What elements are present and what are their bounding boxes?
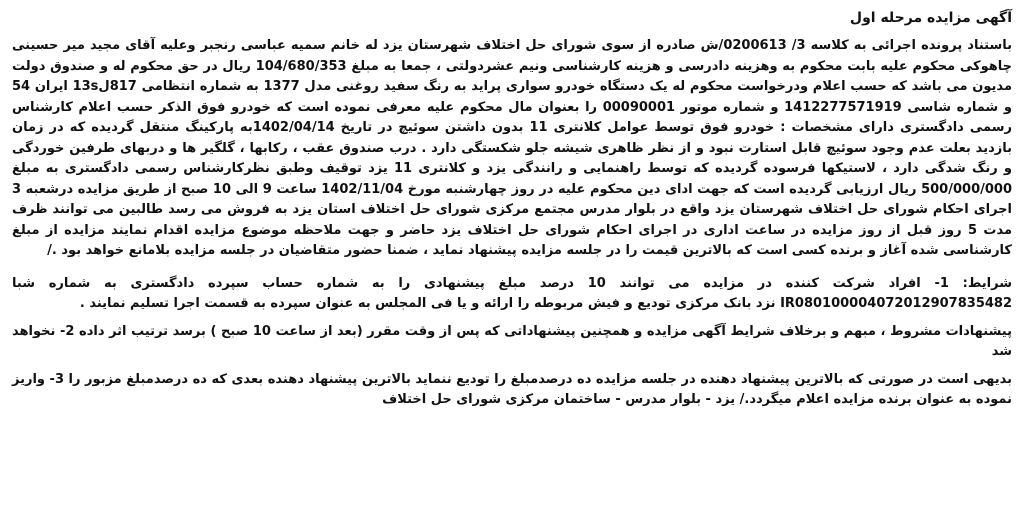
condition-1: شرایط: 1- افراد شرکت کننده در مزایده می توانند 10 درصد مبلغ پیشنهادی را به شماره حساب سپرده دادگستری به شماره شبا IR080100004072012907835482 نزد بانک مرکزی تودیع و فیش مربوطه را ارائه و یا فی المجلس به عنوان سپرده به قسمت اجرا تسلیم نمایند . <box>12 275 1012 311</box>
spacer <box>12 315 1012 322</box>
notice-body: باستناد پرونده اجرائی به کلاسه 3/ 0200613/ش صادره از سوی شورای حل اختلاف شهرستان یزد له خانم سمیه عباسی رنجبر وعلیه آقای مجید میر حسینی چاهوکی محکوم علیه بابت محکوم به وهزینه دادرسی و هزینه کارشناسی ونیم عشردولتی ، جمعا به مبلغ 104/680/353 ریال در حق محکوم له و صندوق دولت مدیون می باشد که حسب اعلام ودرخواست محکوم له یک دستگاه خودرو سواری پراید به رنگ سفید روغنی مدل 1377 به شماره انتظامی 817ل13s ایران 54 و شماره شاسی 1412277571919 و شماره موتور 00090001 را بعنوان مال محکوم علیه معرفی نموده است که خودرو فوق الذکر حسب اعلام کارشناس رسمی دادگستری دارای مشخصات : خودرو فوق توسط عوامل کلانتری 11 بدون داشتن سوئیچ در تاریخ 1402/04/14به پارکینگ منتقل گردیده که در زمان بازدید بعلت عدم وجود سوئیچ قابل استارت نبود و از نظر ظاهری شیشه جلو شکستگی دارد . درب صندوق عقب ، رکابها ، گلگیر ها و دربهای طرفین خوردگی و رنگ شدگی دارد ، لاستیکها فرسوده گردیده که توسط راهنمایی و رانندگی یزد و کلانتری 11 یزد توقیف وطبق نظرکارشناس رسمی دادگستری به مبلغ 500/000/000 ریال ارزیابی گردیده است که جهت ادای دین محکوم علیه در روز چهارشنبه مورخ 1402/11/04 ساعت 9 الی 10 صبح از طریق مزایده درشعبه 3 اجرای احکام شورای حل اختلاف شهرستان یزد واقع در بلوار مدرس مجتمع مرکزی شورای حل اختلاف استان یزد به فروش می رسد طالبین می توانند ظرف مدت 5 روز قبل از روز مزایده در ساعت اداری در اجرای احکام شورای حل اختلاف یزد حاضر و جهت ملاحظه موضوع مزایده اقدام نمایند مزایده از مبلغ کارشناسی شده آغاز و برنده کسی است که بالاترین قیمت را در جلسه مزایده پیشنهاد نماید ، ضمنا حضور متقاضیان در جلسه مزایده بلامانع خواهد بود ./ <box>12 38 1012 258</box>
condition-2: پیشنهادات مشروط ، مبهم و برخلاف شرایط آگهی مزایده و همچنین پیشنهاداتی که پس از وقت مقرر (بعد از ساعت 10 صبح ) برسد ترتیب اثر داده 2- نخواهد شد <box>12 323 1012 359</box>
notice-title: آگهی مزایده مرحله اول <box>849 10 1012 26</box>
spacer <box>12 262 1012 274</box>
spacer <box>12 363 1012 370</box>
condition-3: بدیهی است در صورتی که بالاترین پیشنهاد دهنده در جلسه مزایده ده درصدمبلغ را تودیع ننماید بالاترین پیشنهاد دهنده بعدی که ده درصدمبلغ مزبور را 3- واریز نموده به عنوان برنده مزایده اعلام میگردد./ یزد - بلوار مدرس - ساختمان مرکزی شورای حل اختلاف <box>12 371 1012 407</box>
